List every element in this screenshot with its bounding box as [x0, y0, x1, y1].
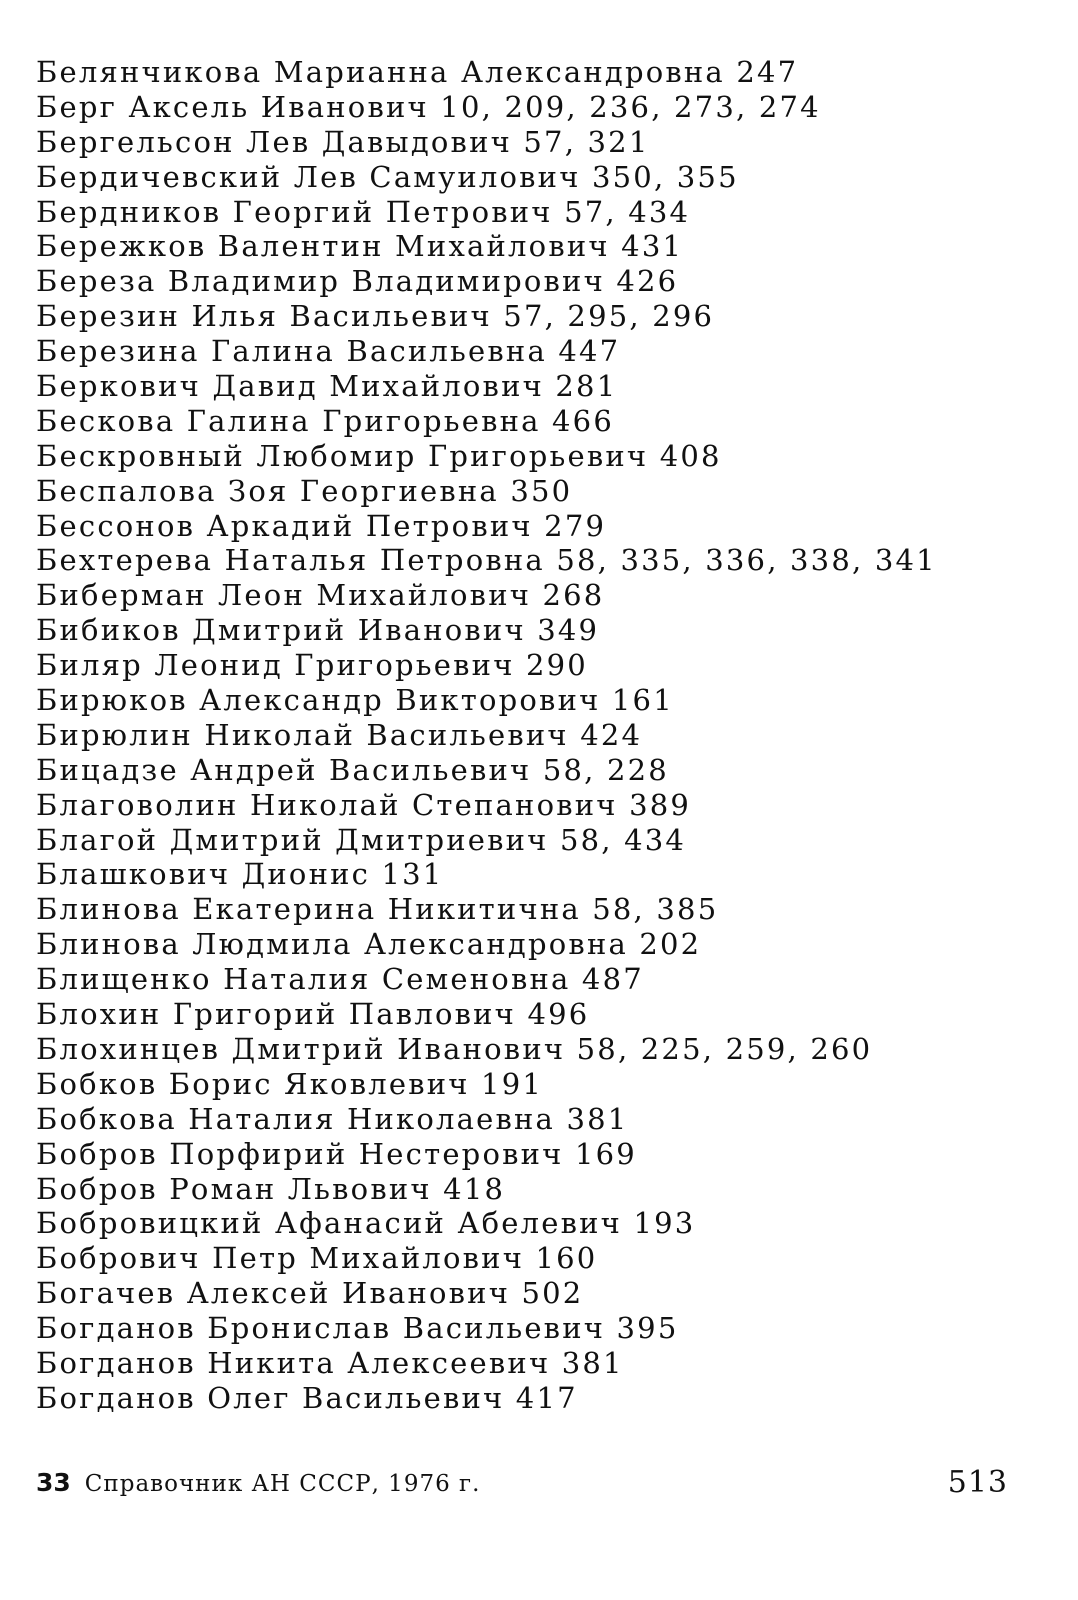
- index-entry: Богданов Никита Алексеевич 381: [36, 1345, 624, 1380]
- index-entry: Березина Галина Васильевна 447: [36, 334, 621, 369]
- index-entry: Биляр Леонид Григорьевич 290: [36, 648, 588, 683]
- index-entry: Богачев Алексей Иванович 502: [36, 1276, 584, 1311]
- index-entry: Бобкова Наталия Николаевна 381: [36, 1101, 629, 1136]
- index-entry: Беркович Давид Михайлович 281: [36, 369, 618, 404]
- index-entry: Береза Владимир Владимирович 426: [36, 264, 679, 299]
- index-entry: Бережков Валентин Михайлович 431: [36, 229, 684, 264]
- page-footer: [36, 1460, 1008, 1504]
- index-entry: Березин Илья Васильевич 57, 295, 296: [36, 299, 715, 334]
- index-entry: Бицадзе Андрей Васильевич 58, 228: [36, 752, 669, 787]
- index-entry: Бобрович Петр Михайлович 160: [36, 1241, 598, 1276]
- index-entry: Бескова Галина Григорьевна 466: [36, 403, 614, 438]
- index-entry: Бобров Роман Львович 418: [36, 1171, 506, 1206]
- index-entry: Бессонов Аркадий Петрович 279: [36, 508, 607, 543]
- index-entry: Благоволин Николай Степанович 389: [36, 787, 692, 822]
- index-entry: Бобков Борис Яковлевич 191: [36, 1066, 543, 1101]
- index-entry: Блохин Григорий Павлович 496: [36, 997, 590, 1032]
- name-index-list: [36, 55, 1036, 1416]
- index-entry: Беспалова Зоя Георгиевна 350: [36, 473, 573, 508]
- index-entry: Бехтерева Наталья Петровна 58, 335, 336, 338, 341: [36, 543, 937, 578]
- index-entry: Бобровицкий Афанасий Абелевич 193: [36, 1206, 696, 1241]
- index-entry: Бирюков Александр Викторович 161: [36, 683, 674, 718]
- index-entry: Бобров Порфирий Нестерович 169: [36, 1136, 637, 1171]
- signature-text: Справочник АН СССР, 1976 г.: [84, 1470, 481, 1497]
- index-entry: Богданов Олег Васильевич 417: [36, 1380, 578, 1415]
- page-number: 513: [947, 1464, 1008, 1500]
- index-entry: Бердников Георгий Петрович 57, 434: [36, 194, 691, 229]
- index-entry: Блищенко Наталия Семеновна 487: [36, 962, 644, 997]
- index-entry: Бирюлин Николай Васильевич 424: [36, 717, 643, 752]
- printer-signature: [36, 1468, 480, 1497]
- index-entry: Бибиков Дмитрий Иванович 349: [36, 613, 600, 648]
- index-entry: Богданов Бронислав Васильевич 395: [36, 1311, 679, 1346]
- signature-number: 33: [36, 1467, 71, 1497]
- index-entry: Блинова Екатерина Никитична 58, 385: [36, 892, 719, 927]
- index-entry: Бердичевский Лев Самуилович 350, 355: [36, 159, 739, 194]
- index-entry: Бергельсон Лев Давыдович 57, 321: [36, 124, 650, 159]
- index-entry: Блохинцев Дмитрий Иванович 58, 225, 259, 260: [36, 1031, 873, 1066]
- index-entry: Берг Аксель Иванович 10, 209, 236, 273, 274: [36, 89, 821, 124]
- index-entry: Благой Дмитрий Дмитриевич 58, 434: [36, 822, 687, 857]
- index-entry: Белянчикова Марианна Александровна 247: [36, 55, 799, 89]
- index-entry: Биберман Леон Михайлович 268: [36, 578, 605, 613]
- index-entry: Блашкович Дионис 131: [36, 857, 444, 892]
- index-entry: Бескровный Любомир Григорьевич 408: [36, 438, 722, 473]
- index-entry: Блинова Людмила Александровна 202: [36, 927, 702, 962]
